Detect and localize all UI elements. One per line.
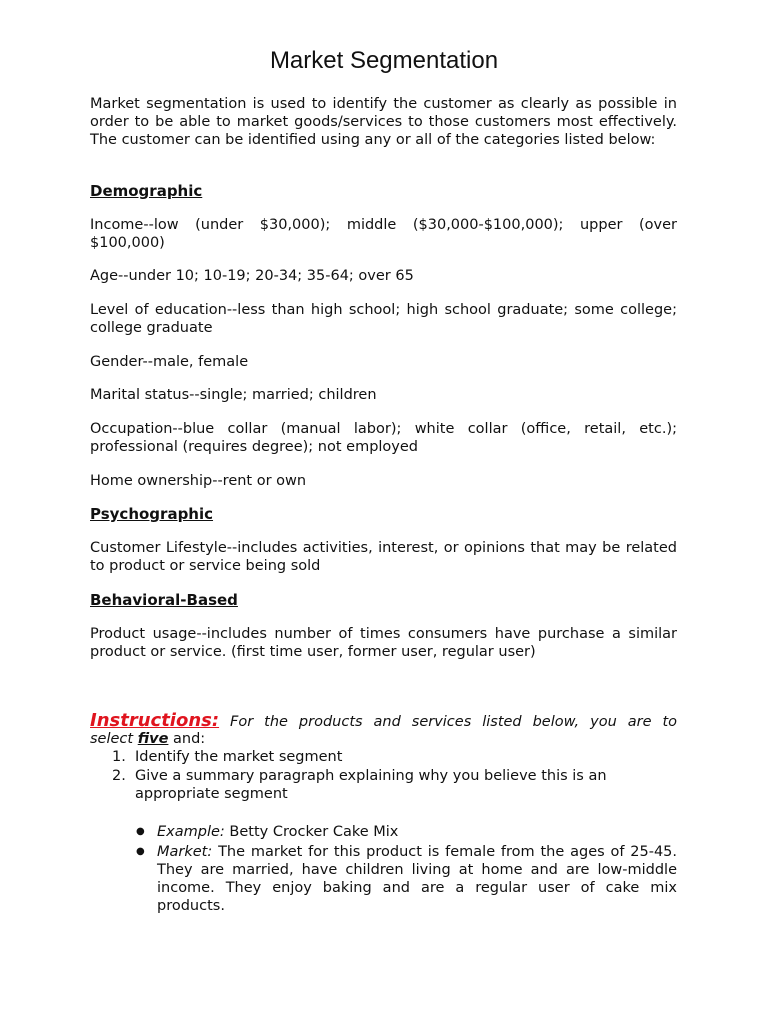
market-label: Market: [157, 844, 213, 860]
instructions-select-line [90, 730, 205, 748]
demographic-occupation: Occupation--blue collar (manual labor); white collar (office, retail, etc.); professional (requires degree); not employed [90, 421, 677, 455]
market-text: The market for this product is female from the ages of 25-45. They are married, have children living at home and are low-middle income. They enjoy baking and are a regular user of cake mix products. [157, 844, 678, 914]
behavioral-heading: Behavioral-Based [90, 591, 238, 609]
demographic-education: Level of education--less than high school; high school graduate; some college; college graduate [90, 302, 677, 336]
demographic-gender: Gender--male, female [90, 354, 249, 370]
instructions-text: For the products and services listed below, you are to [230, 714, 678, 730]
psychographic-text: Customer Lifestyle--includes activities, interest, or opinions that may be related to product or service being sold [90, 540, 677, 574]
example-value: Betty Crocker Cake Mix [229, 824, 399, 840]
bullet-icon: ● [136, 846, 145, 857]
five-word: five [137, 731, 169, 747]
instructions-label: Instructions: [90, 710, 220, 731]
bullet-icon: ● [136, 826, 145, 837]
demographic-income: Income--low (under $30,000); middle ($30,000-$100,000); upper (over $100,000) [90, 217, 677, 251]
behavioral-text: Product usage--includes number of times consumers have purchase a similar product or service. (first time user, former user, regular user) [90, 626, 677, 660]
page-title: Market Segmentation [269, 47, 499, 74]
example-item [157, 823, 677, 841]
market-item [157, 843, 677, 915]
select-word: select [90, 731, 134, 747]
step-number: 1. [112, 749, 126, 765]
demographic-marital-status: Marital status--single; married; children [90, 387, 377, 403]
demographic-heading: Demographic [90, 182, 203, 200]
select-and: and: [173, 731, 206, 747]
example-label: Example: [157, 824, 225, 840]
step-text: Give a summary paragraph explaining why you believe this is an appropriate segment [135, 768, 607, 802]
demographic-age: Age--under 10; 10-19; 20-34; 35-64; over 65 [90, 268, 414, 284]
intro-paragraph: Market segmentation is used to identify the customer as clearly as possible in order to be able to market goods/services to those customers most effectively. The customer can be identified using any or all of the categories listed below: [90, 96, 677, 148]
step-number: 2. [112, 768, 126, 784]
step-text: Identify the market segment [135, 749, 343, 765]
psychographic-heading: Psychographic [90, 505, 214, 523]
demographic-home-ownership: Home ownership--rent or own [90, 473, 307, 489]
